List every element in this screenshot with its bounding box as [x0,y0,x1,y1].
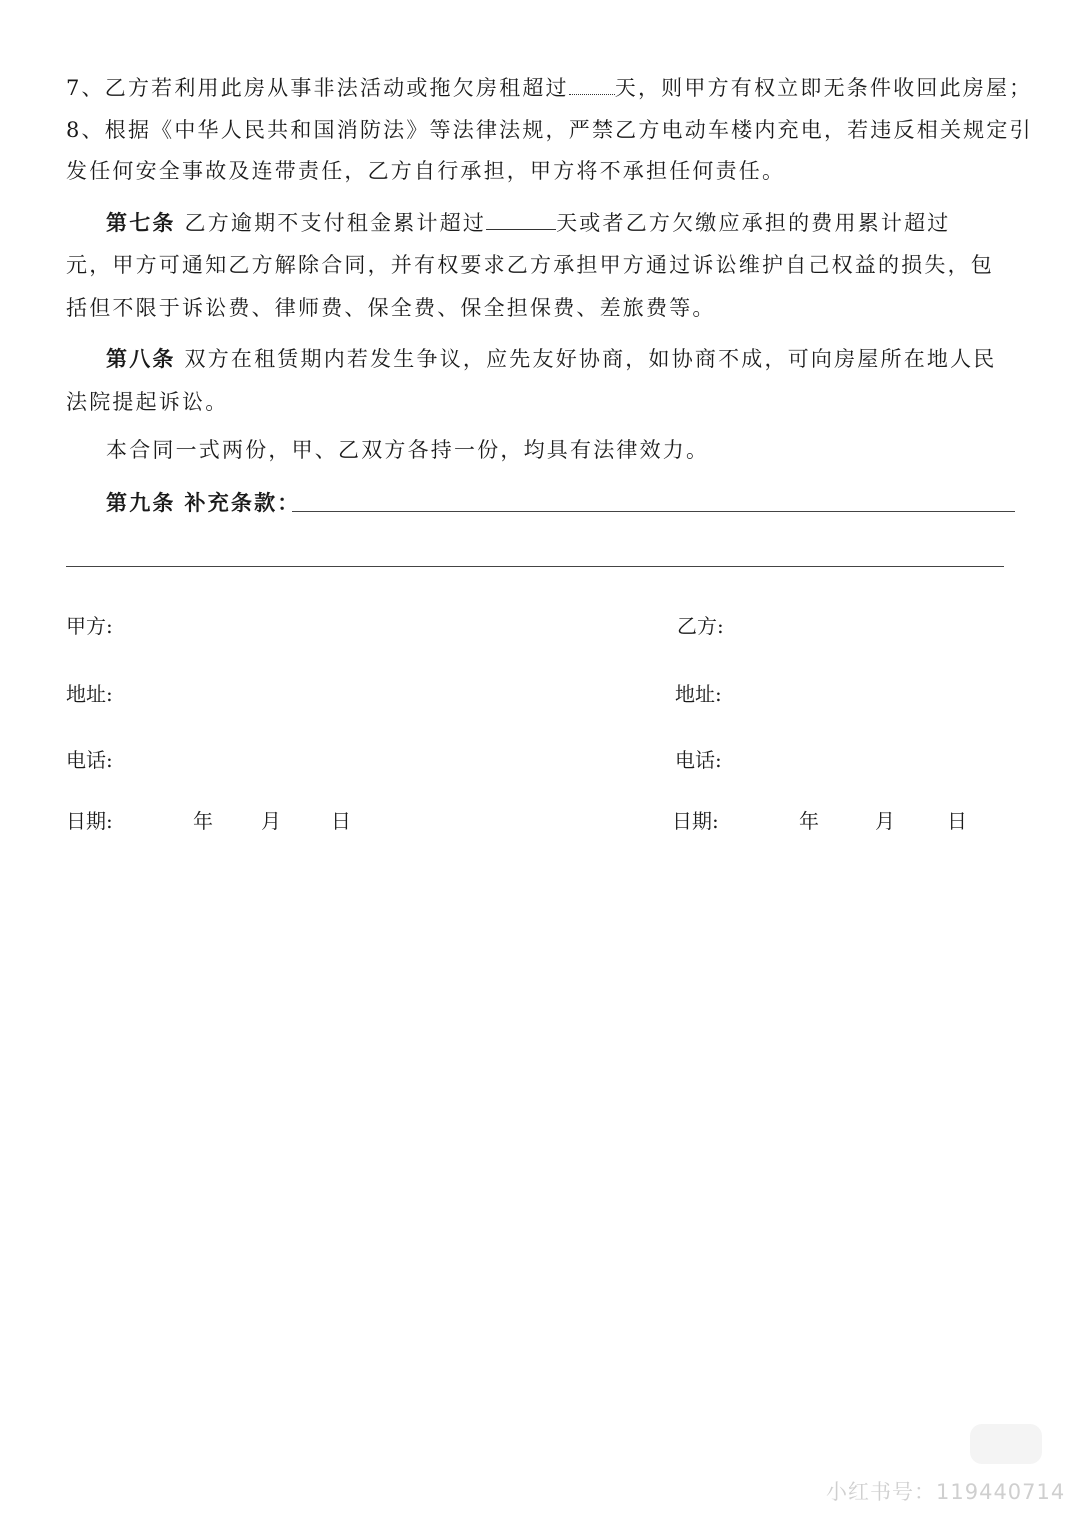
clause-8-line1: 8、根据《中华人民共和国消防法》等法律法规，严禁乙方电动车楼内充电，若违反相关规定引 [66,118,1033,142]
party-b-date-label: 日期: [672,809,719,833]
party-a-year: 年 [193,809,213,833]
article-7-line1 [106,207,951,238]
article-9-title: 第九条 [106,491,176,515]
article-8-line2: 法院提起诉讼。 [66,390,229,414]
article-7-line2: 元，甲方可通知乙方解除合同，并有权要求乙方承担甲方通过诉讼维护自己权益的损失，包 [66,253,994,277]
party-a-date-label: 日期: [66,809,113,833]
article-8-line1 [106,344,997,374]
article-7-text-a: 乙方逾期不支付租金累计超过 [184,211,487,235]
article-7-text-b: 天或者乙方欠缴应承担的费用累计超过 [556,211,951,235]
watermark-text: 小红书号：119440714 [826,1480,1066,1504]
party-a-month: 月 [261,809,281,833]
copies-statement: 本合同一式两份，甲、乙双方各持一份，均具有法律效力。 [106,438,710,462]
supplementary-line-2 [66,566,1004,567]
party-b-label: 乙方: [677,614,724,638]
party-b-address-label: 地址: [675,682,722,706]
watermark-logo-box [970,1424,1042,1464]
party-a-phone-label: 电话: [66,748,113,772]
clause-8-line2: 发任何安全事故及连带责任，乙方自行承担，甲方将不承担任何责任。 [66,159,786,183]
article-7-line3: 括但不限于诉讼费、律师费、保全费、保全担保费、差旅费等。 [66,296,716,320]
supplementary-label: 补充条款： [184,491,301,515]
party-b-phone-label: 电话: [675,748,722,772]
party-a-day: 日 [331,809,351,833]
article-7-title: 第七条 [106,211,176,235]
clause-7-item [66,72,1032,103]
days-blank [569,72,615,95]
party-a-label: 甲方: [66,614,113,638]
supplementary-line-1 [292,511,1015,512]
overdue-days-blank [486,207,556,230]
clause-7-text-b: 天，则甲方有权立即无条件收回此房屋； [614,76,1033,100]
article-9 [106,488,301,518]
party-a-address-label: 地址: [66,682,113,706]
clause-7-text-a: 7、乙方若利用此房从事非法活动或拖欠房租超过 [66,76,569,100]
party-b-year: 年 [799,809,819,833]
party-b-month: 月 [875,809,895,833]
party-b-day: 日 [947,809,967,833]
article-8-title: 第八条 [106,347,176,371]
article-8-text: 双方在租赁期内若发生争议，应先友好协商，如协商不成，可向房屋所在地人民 [184,347,997,371]
